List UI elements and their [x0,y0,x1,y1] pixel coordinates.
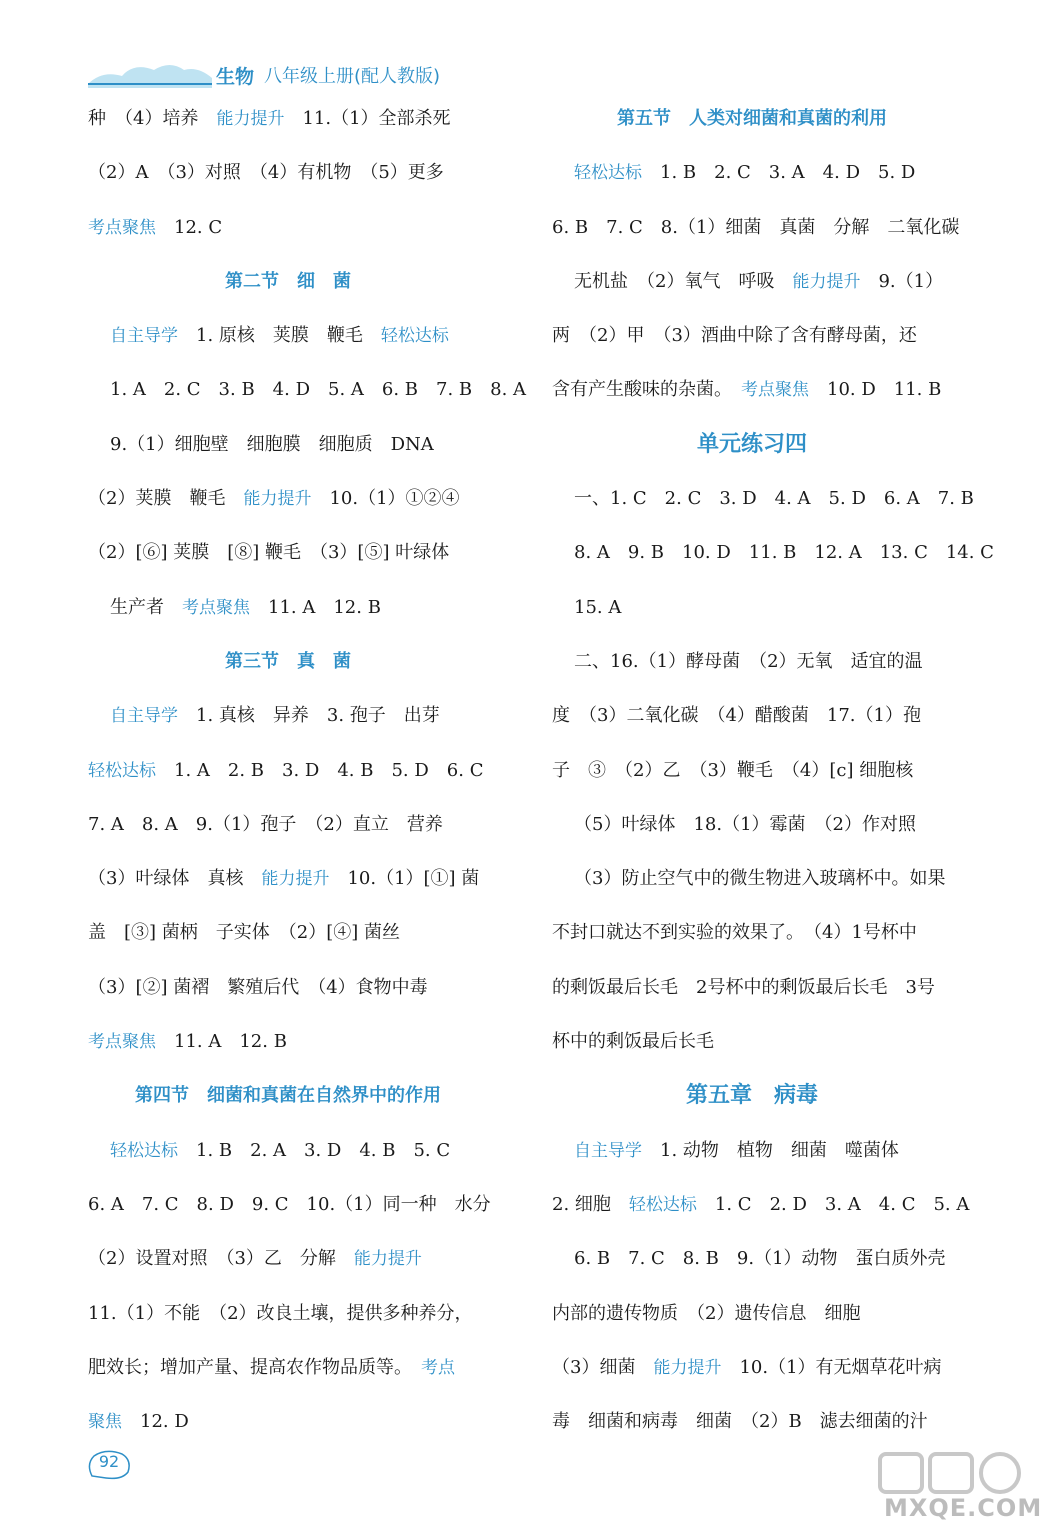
answer-text: 1. 真核 异养 3. 孢子 出芽 [178,705,440,727]
answer-text: 8. A 9. B 10. D 11. B 12. A 13. C 14. C [574,542,994,564]
category-label: 自主导学 [574,1140,642,1161]
answer-text: 盖 [③] 菌柄 子实体 （2）[④] 菌丝 [88,922,400,944]
answer-line [552,1341,952,1395]
category-label: 轻松达标 [574,163,642,184]
section-heading: 第五节 人类对细菌和真菌的利用 [617,108,887,129]
answer-line [552,798,952,852]
category-label: 能力提升 [353,1249,422,1270]
answer-text: 不封口就达不到实验的效果了。 （4）1号杯中 [552,922,917,944]
answer-line [552,1015,952,1069]
answer-line [552,744,952,798]
book-title: 八年级上册(配人教版) [264,66,441,87]
watermark-text: MXQE.COM [884,1494,1043,1522]
answer-line [552,1124,952,1178]
answer-line [88,689,488,743]
answer-text: （3）防止空气中的微生物进入玻璃杯中。如果 [574,868,946,890]
answer-line [552,363,952,417]
answer-text: 1. A 2. C 3. B 4. D 5. A 6. B 7. B 8. A [110,379,527,401]
answer-text: 一、1. C 2. C 3. D 4. A 5. D 6. A 7. B [574,488,974,510]
category-label: 考点聚焦 [741,380,809,401]
answer-text: 1. B 2. A 3. D 4. B 5. C [178,1139,451,1161]
answer-line [88,906,488,960]
category-label: 能力提升 [792,271,861,292]
category-label: 轻松达标 [110,1140,178,1161]
answer-line [88,309,488,363]
answer-text: （2）[⑥] 荚膜 [⑧] 鞭毛 （3）[⑤] 叶绿体 [88,542,450,564]
answer-line [88,1341,488,1395]
answer-line [88,146,488,200]
subject-label: 生物 [216,66,255,88]
answer-line [88,1124,488,1178]
section-heading: 第二节 细 菌 [225,270,351,292]
category-label: 能力提升 [261,869,330,890]
watermark-icon [876,1448,1026,1498]
category-label: 轻松达标 [380,326,449,347]
answer-line [552,309,952,363]
answer-line [88,1287,488,1341]
category-label: 自主导学 [110,706,178,727]
answer-text: 7. A 8. A 9.（1）孢子 （2）直立 营养 [88,813,443,835]
answer-text: 9.（1） [860,270,944,292]
answer-text: （2）设置对照 （3）乙 分解 [88,1248,354,1270]
answer-line [88,744,488,798]
category-label: 考点聚焦 [88,1032,156,1053]
answer-line [88,92,488,146]
answer-line [88,363,527,417]
answer-line [88,581,488,635]
answer-line [88,201,488,255]
answer-text: （5）叶绿体 18.（1）霉菌 （2）作对照 [574,813,916,835]
answer-text: 10.（1）有无烟草花叶病 [721,1356,942,1378]
answer-line [552,201,960,255]
answer-text: 内部的遗传物质 （2）遗传信息 细胞 [552,1302,861,1324]
category-label: 考点 [421,1357,455,1378]
answer-text: 度 （3）二氧化碳 （4）醋酸菌 17.（1）孢 [552,705,921,727]
answer-text: 无机盐 （2）氧气 呼吸 [574,270,793,292]
category-label: 聚焦 [88,1412,122,1433]
category-label: 考点聚焦 [182,597,250,618]
answer-text: 两 （2）甲 （3）酒曲中除了含有酵母菌，还 [552,325,917,347]
category-label: 考点聚焦 [88,217,156,238]
answer-text: 15. A [574,596,622,618]
answer-text: 生产者 [110,596,182,618]
answer-line [552,635,952,689]
answer-line [552,526,994,580]
answer-text: 10.（1）①②④ [311,488,460,510]
category-label: 能力提升 [216,109,285,129]
answer-line [552,1178,970,1232]
answer-text: （3）细菌 [552,1356,654,1378]
answer-line [88,526,488,580]
answer-line [88,472,488,526]
section-heading: 第三节 真 菌 [225,650,351,672]
unit-heading: 第五章 病毒 [685,1083,818,1109]
answer-text: 含有产生酸味的杂菌。 [552,379,741,401]
category-label: 轻松达标 [88,760,156,781]
answer-text: 1. B 2. C 3. A 4. D 5. D [642,162,916,184]
answer-line [88,1232,488,1286]
answer-line [552,146,952,200]
answer-line [552,852,952,906]
answer-text: （2）A （3）对照 （4）有机物 （5）更多 [88,162,444,184]
answer-text: 6. A 7. C 8. D 9. C 10.（1）同一种 水分 [88,1193,491,1215]
answer-text: 种 （4）培养 [88,108,217,129]
answer-line [88,1178,491,1232]
answer-text: 1. A 2. B 3. D 4. B 5. D 6. C [156,759,484,781]
answer-text: 12. C [156,216,223,238]
answer-text: 1. C 2. D 3. A 4. C 5. A [696,1193,970,1215]
page-number [86,1448,132,1480]
watermark-logo [876,1448,1043,1528]
page-number-text: 92 [98,1452,120,1471]
category-label: 自主导学 [110,326,178,347]
answer-line [88,961,488,1015]
answer-text: 1. 原核 荚膜 鞭毛 [178,325,381,347]
answer-text: 2. 细胞 [552,1193,629,1215]
answer-line [552,689,952,743]
answer-line [88,798,488,852]
answer-line [88,418,488,472]
answer-text: （2）荚膜 鞭毛 [88,488,244,510]
category-label: 能力提升 [243,489,312,510]
answer-line [552,581,952,635]
category-label: 能力提升 [653,1357,722,1378]
answer-line [552,1395,952,1449]
answer-line [552,472,974,526]
answer-text: 11.（1）全部杀死 [284,108,451,129]
answer-text: 1. 动物 植物 细菌 噬菌体 [642,1139,899,1161]
answer-text: 的剩饭最后长毛 2号杯中的剩饭最后长毛 3号 [552,976,935,998]
category-label: 轻松达标 [628,1194,697,1215]
answer-line [552,961,952,1015]
page-header [88,56,508,92]
answer-text: 6. B 7. C 8. B 9.（1）动物 蛋白质外壳 [574,1248,946,1270]
answer-text: （3）[②] 菌褶 繁殖后代 （4）食物中毒 [88,976,428,998]
answer-text: 6. B 7. C 8.（1）细菌 真菌 分解 二氧化碳 [552,216,960,238]
answer-line [88,1015,488,1069]
answer-text: （3）叶绿体 真核 [88,868,262,890]
answer-line [552,1232,952,1286]
answer-text: 二、16.（1）酵母菌 （2）无氧 适宜的温 [574,650,923,672]
answer-line [88,852,488,906]
answer-text: 肥效长；增加产量、提高农作物品质等。 [88,1356,421,1378]
answer-text: 毒 细菌和病毒 细菌 （2）B 滤去细菌的汁 [552,1411,928,1433]
answer-text: 11. A 12. B [250,596,381,618]
answer-line [552,906,952,960]
answer-text: 10. D 11. B [809,379,942,401]
answer-text: 10.（1）[①] 菌 [329,868,480,890]
answer-text: 杯中的剩饭最后长毛 [552,1031,714,1053]
answer-line [88,1395,488,1449]
answer-text: 9.（1）细胞壁 细胞膜 细胞质 DNA [110,433,434,455]
unit-heading: 单元练习四 [696,431,807,457]
answer-text: 11. A 12. B [156,1031,287,1053]
section-heading: 第四节 细菌和真菌在自然界中的作用 [135,1085,441,1107]
right-column [552,92,994,1449]
cloud-banner-icon [88,60,212,88]
answer-line [552,255,952,309]
left-column [88,92,527,1449]
answer-text: 11.（1）不能 （2）改良土壤，提供多种养分， [88,1302,473,1324]
answer-text: 子 ③ （2）乙 （3）鞭毛 （4）[c] 细胞核 [552,759,914,781]
answer-text: 12. D [122,1411,189,1433]
answer-line [552,1287,952,1341]
